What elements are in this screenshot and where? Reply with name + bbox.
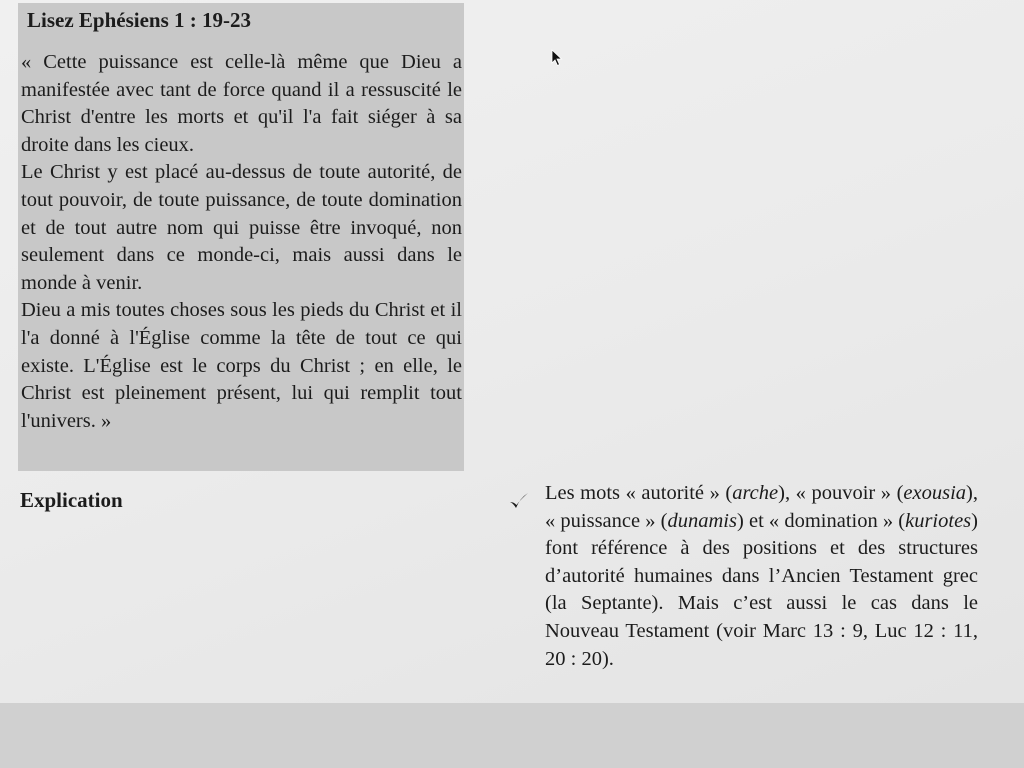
explication-text: [545, 480, 978, 673]
scripture-quote-box: [18, 3, 464, 471]
explication-text-segment: ) font référence à des positions et des structures d’autorité humaines dans l’Ancien Testament grec (la Septante). Mais c’est aussi le cas dans le Nouveau Testament (voir Marc 13 : 9, Luc 12 : 11, 20 : 20).: [545, 509, 978, 670]
greek-term: arche: [732, 482, 779, 504]
explication-text-segment: ), « puissance » (: [545, 482, 978, 532]
quote-paragraph: Le Christ y est placé au-dessus de toute autorité, de tout pouvoir, de toute puissance, de toute domination et de tout autre nom qui puisse être invoqué, non seulement dans ce monde-ci, mais aussi dans le monde à venir.: [21, 161, 462, 294]
checkmark-icon: [508, 490, 530, 512]
explication-text-segment: ) et « domination » (: [736, 509, 906, 532]
bottom-margin: [0, 703, 1024, 768]
quote-paragraph: Dieu a mis toutes choses sous les pieds du Christ et il l'a donné à l'Église comme la tête de tout ce qui existe. L'Église est le corps du Christ ; en elle, le Christ est pleinement présent, lui qui remplit tout l'univers. »: [21, 299, 462, 432]
quote-title: Lisez Ephésiens 1 : 19-23: [27, 8, 252, 32]
explication-text-segment: Les mots « autorité » (: [545, 482, 733, 504]
greek-term: exousia: [903, 482, 967, 504]
quote-paragraph: « Cette puissance est celle-là même que Dieu a manifestée avec tant de force quand il a ressuscité le Christ d'entre les morts et qu'il l'a fait siéger à sa droite dans les cieux.: [21, 51, 462, 156]
explication-heading: Explication: [20, 488, 123, 512]
mouse-pointer-icon: [551, 49, 563, 67]
greek-term: kuriotes: [905, 509, 972, 532]
greek-term: dunamis: [667, 509, 737, 532]
quote-text: [21, 49, 462, 435]
explication-text-segment: ), « pouvoir » (: [778, 482, 904, 504]
